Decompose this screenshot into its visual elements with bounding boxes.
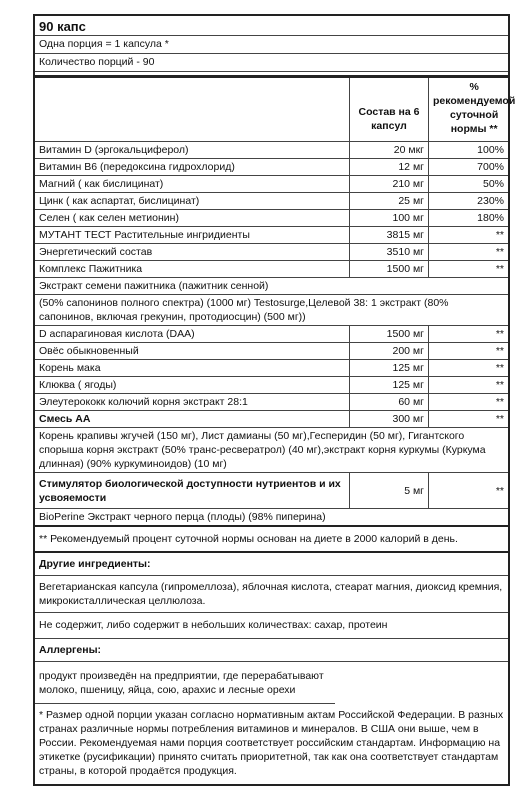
- nutrient-row: [35, 193, 508, 210]
- nutrient-name: Селен ( как селен метионин): [39, 212, 179, 224]
- nutrient-amount: 20 мкг: [349, 142, 428, 158]
- serving-footnote: * Размер одной порции указан согласно нормативным актам Российской Федерации. В разных странах различные нормы потребления витаминов и минералов. В США они выше, чем в России. Рекомендуемая нами порция соответствует российским стандартам. Информацию на этикетке (русификации) принято считать приоритетной, так как она соответствует стандартам страны, в которой продаётся продукция.: [39, 709, 504, 777]
- allergens-heading: Аллергены:: [35, 639, 508, 662]
- nutrient-amount: 1500 мг: [349, 261, 428, 277]
- nutrient-amount: 3510 мг: [349, 244, 428, 260]
- nutrient-dv: **: [428, 360, 508, 376]
- header-blank: [35, 78, 349, 141]
- nutrient-dv: **: [428, 227, 508, 243]
- nutrient-dv: 180%: [428, 210, 508, 226]
- nutrient-row: [35, 377, 508, 394]
- nutrient-name: D аспарагиновая кислота (DAA): [39, 328, 195, 340]
- serving-size: Одна порция = 1 капсула *: [35, 36, 508, 54]
- nutrient-amount: 1500 мг: [349, 326, 428, 342]
- table-header: [35, 78, 516, 142]
- nutrient-rows-b: [35, 326, 508, 428]
- nutrient-name: Элеутерококк колючий корня экстракт 28:1: [39, 396, 248, 408]
- nutrient-amount: 12 мг: [349, 159, 428, 175]
- nutrient-row: [35, 244, 508, 261]
- header-dv: % рекомендуемой суточной нормы **: [428, 78, 519, 141]
- nutrient-row: [35, 411, 508, 428]
- nutrient-name: МУТАНТ ТЕСТ Растительные ингридиенты: [39, 229, 250, 241]
- nutrient-amount: 300 мг: [349, 411, 428, 427]
- supplement-facts-label: [33, 14, 516, 786]
- nutrient-name: Комплекс Пажитника: [39, 263, 143, 275]
- nutrient-row: [35, 159, 508, 176]
- nutrient-name: Смесь АА: [39, 413, 91, 425]
- nutrient-rows-a: [35, 142, 508, 278]
- nutrient-amount: 25 мг: [349, 193, 428, 209]
- fenugreek-extract: Экстракт семени пажитника (пажитник сенной): [35, 278, 508, 295]
- nutrient-dv: 700%: [428, 159, 508, 175]
- nutrient-amount: 60 мг: [349, 394, 428, 410]
- nutrient-dv: **: [428, 394, 508, 410]
- nutrient-name: Магний ( как бислицинат): [39, 178, 164, 190]
- nutrient-amount: 100 мг: [349, 210, 428, 226]
- bioavail-row: [35, 473, 508, 509]
- nutrient-name: Цинк ( как аспартат, бислицинат): [39, 195, 200, 207]
- fenugreek-detail: (50% сапонинов полного спектра) (1000 мг) Testosurge,Целевой 38: 1 экстракт (80% сапонинов, включая грекунин, протодиосцин) (500 мг)): [35, 295, 508, 326]
- nutrient-dv: **: [428, 411, 508, 427]
- nutrient-row: [35, 343, 508, 360]
- dv-note: ** Рекомендуемый процент суточной нормы основан на диете в 2000 калорий в день.: [35, 527, 508, 553]
- nutrient-row: [35, 326, 508, 343]
- header-amount: Состав на 6 капсул: [349, 78, 428, 141]
- nutrient-row: [35, 394, 508, 411]
- nutrient-name: Овёс обыкновенный: [39, 345, 139, 357]
- nutrient-dv: 230%: [428, 193, 508, 209]
- nutrient-amount: 3815 мг: [349, 227, 428, 243]
- nutrient-amount: 125 мг: [349, 360, 428, 376]
- nutrient-amount: 210 мг: [349, 176, 428, 192]
- label-title: 90 капс: [35, 16, 508, 36]
- nutrient-amount: 200 мг: [349, 343, 428, 359]
- nutrient-row: [35, 176, 508, 193]
- nutrient-row: [35, 227, 508, 244]
- free-from-text: Не содержит, либо содержит в небольших количествах: сахар, протеин: [35, 613, 508, 639]
- nutrient-row: [35, 210, 508, 227]
- nutrient-dv: **: [428, 343, 508, 359]
- nutrient-dv: **: [428, 244, 508, 260]
- bioavail-dv: **: [428, 473, 508, 508]
- nutrient-name: Витамин B6 (передоксина гидрохлорид): [39, 161, 235, 173]
- bioperine-row: BioPerine Экстракт черного перца (плоды) (98% пиперина): [35, 509, 508, 527]
- nutrient-row: [35, 360, 508, 377]
- other-ingredients-heading: Другие ингредиенты:: [35, 553, 508, 576]
- nutrient-name: Корень мака: [39, 362, 101, 374]
- bioavail-name: Стимулятор биологической доступности нутриентов и их усвояемости: [39, 478, 341, 504]
- nutrient-dv: **: [428, 377, 508, 393]
- servings-count: Количество порций - 90: [35, 54, 508, 72]
- nutrient-row: [35, 261, 508, 278]
- nutrient-name: Клюква ( ягоды): [39, 379, 117, 391]
- nutrient-name: Энергетический состав: [39, 246, 153, 258]
- nutrient-dv: 50%: [428, 176, 508, 192]
- nutrient-dv: **: [428, 261, 508, 277]
- aa-blend-detail: Корень крапивы жгучей (150 мг), Лист дамианы (50 мг),Гесперидин (50 мг), Гигантского спорыша корня экстракт (50% транс-ресвератрол) (40 мг),экстракт корня куркумы (Куркума длинная) (90% куркуминоидов) (10 мг): [35, 428, 508, 473]
- nutrient-amount: 125 мг: [349, 377, 428, 393]
- nutrient-dv: 100%: [428, 142, 508, 158]
- nutrient-dv: **: [428, 326, 508, 342]
- nutrient-row: [35, 142, 508, 159]
- allergens-text: продукт произведён на предприятии, где перерабатывают молоко, пшеницу, яйца, сою, арахис и лесные орехи: [35, 662, 335, 704]
- other-ingredients-text: Вегетарианская капсула (гипромеллоза), яблочная кислота, стеарат магния, диоксид кремния, микрокисталлическая целлюлоза.: [35, 576, 508, 613]
- bioavail-amount: 5 мг: [349, 473, 428, 508]
- nutrient-name: Витамин D (эргокальциферол): [39, 144, 189, 156]
